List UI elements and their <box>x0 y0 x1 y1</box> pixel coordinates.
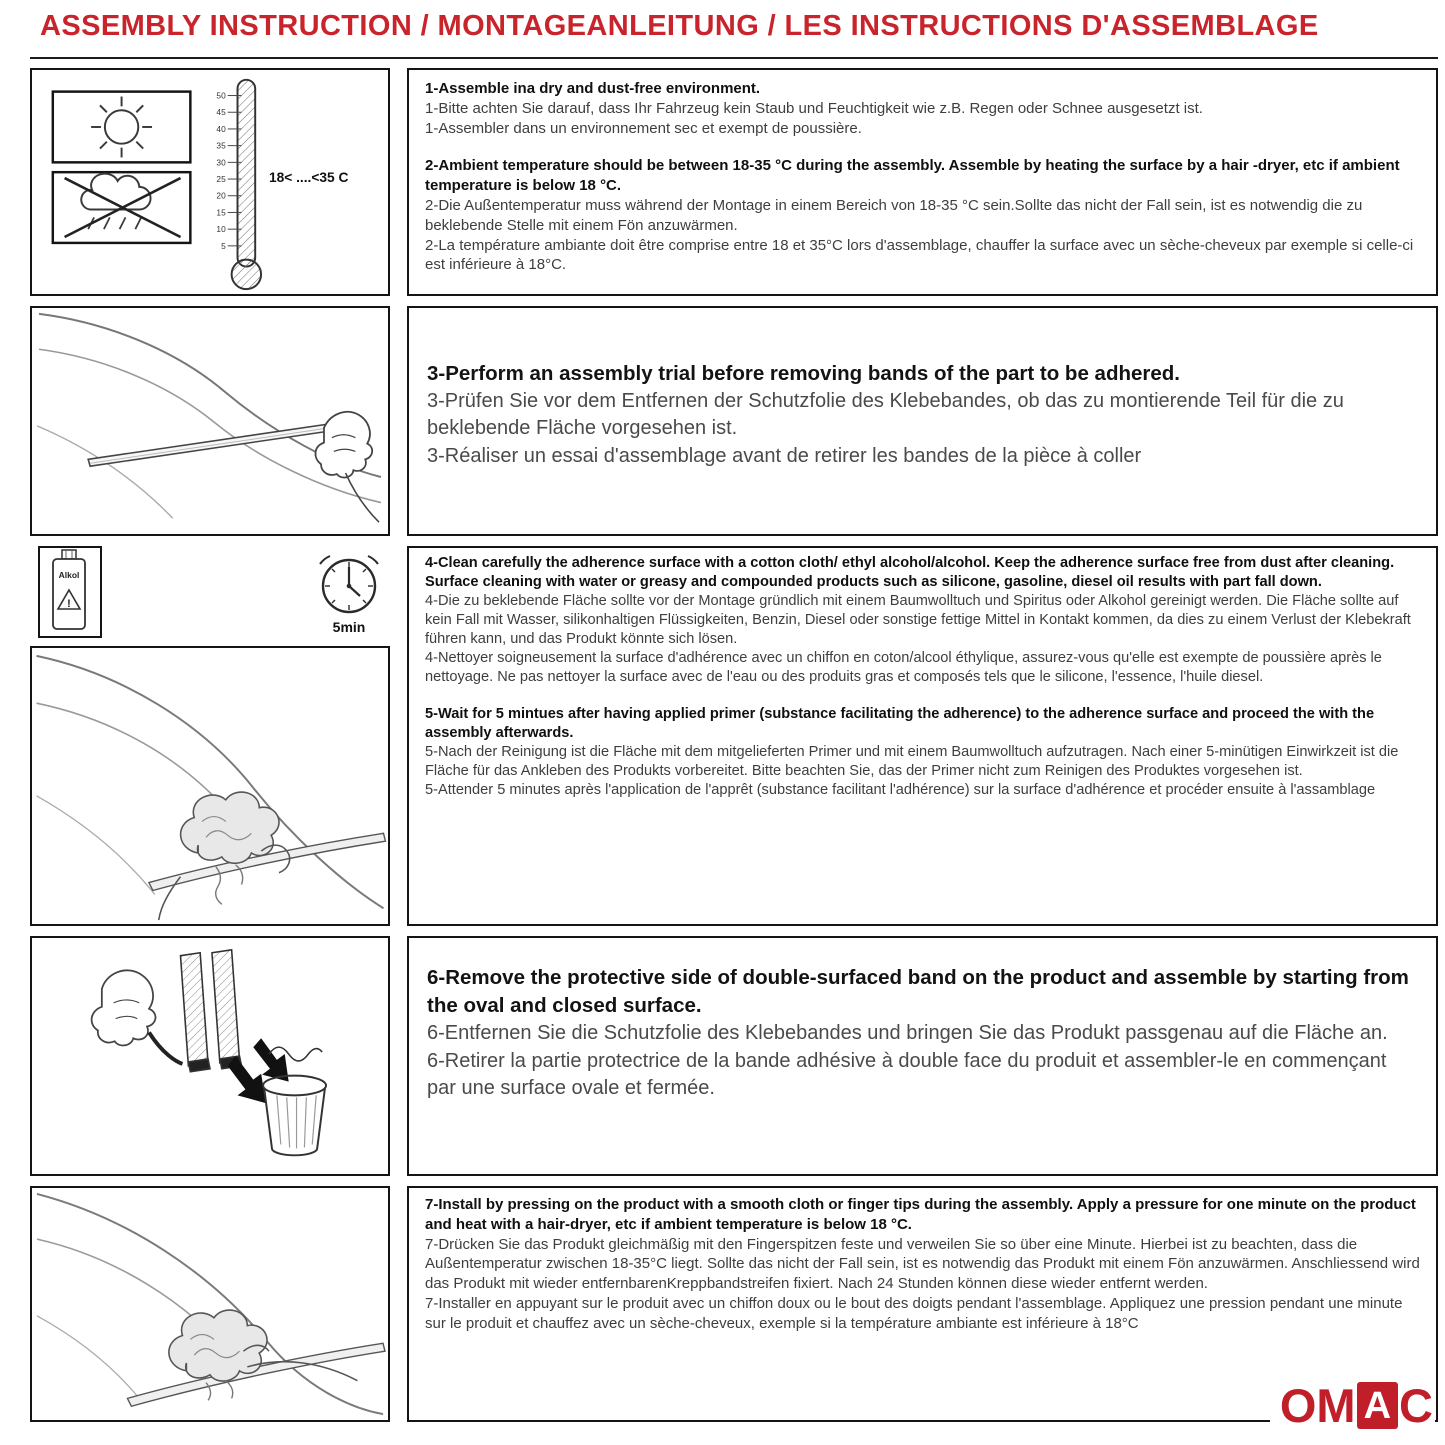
step-6-de: 6-Entfernen Sie die Schutzfolie des Klebebandes und bringen Sie das Produkt passgenau auf die Fläche an. <box>427 1022 1388 1045</box>
clean-surface-illustration <box>32 648 388 924</box>
step-2-de: 2-Die Außentemperatur muss während der Montage in einem Bereich von 18-35 °C sein.Sollte das nicht der Fall sein, ist es notwendig die zu beklebende Stelle mit einem Fön anzuwärmen. <box>425 196 1363 234</box>
alcohol-label: Alkol <box>58 570 80 580</box>
adhesive-strips <box>181 950 242 1072</box>
figure-alcohol-bottle <box>38 546 102 638</box>
step-1-fr: 1-Assembler dans un environnement sec et exempt de poussière. <box>425 119 862 137</box>
figure-press-product <box>30 1186 390 1422</box>
thermometer-tick: 15 <box>216 207 226 218</box>
step-2-en: 2-Ambient temperature should be between 18-35 °C during the assembly. Assemble by heating the surface by a hair -dryer, etc if ambient temperature is below 18 °C. <box>425 157 1400 195</box>
figure-clean-surface <box>30 646 390 926</box>
thermometer-tick: 5 <box>221 240 226 251</box>
thermometer-tick: 25 <box>216 174 226 184</box>
step-6-fr: 6-Retirer la partie protectrice de la bande adhésive à double face du produit et assembler-le en commençant par une surface ovale et fermée. <box>427 1049 1387 1099</box>
svg-text:!: ! <box>67 598 71 610</box>
panel-steps-1-2 <box>407 68 1438 296</box>
step-7-en: 7-Install by pressing on the product with a smooth cloth or finger tips during the assembly. Apply a pressure for one minute on the product and heat with a hair-dryer, etc if ambient temperature is below 18 °C. <box>425 1196 1416 1233</box>
assembly-trial-illustration <box>32 308 388 534</box>
step-5-de: 5-Nach der Reinigung ist die Fläche mit dem mitgelieferten Primer und mit einem Baumwolltuch aufzutragen. Nach einer 5-minütigen Einwirkzeit ist die Fläche für das Ankleben des Produkts vorbereitet. Bitte beachten Sie, das der Primer nicht zum Reinigen des Produktes vorgesehen ist. <box>425 743 1399 779</box>
step-7-fr: 7-Installer en appuyant sur le produit avec un chiffon doux ou le bout des doigts pendant l'assemblage. Appliquez une pression pendant une minute sur le produit et chauffez avec un sèche-cheveux, exemple si la température ambiante est inférieure à 18°C <box>425 1294 1403 1332</box>
press-product-illustration <box>32 1188 388 1420</box>
figure-assembly-trial <box>30 306 390 536</box>
thermometer-tick: 35 <box>216 140 226 151</box>
step-1-en: 1-Assemble ina dry and dust-free environment. <box>425 80 761 97</box>
step-6-en: 6-Remove the protective side of double-surfaced band on the product and assemble by starting from the oval and closed surface. <box>427 966 1409 1018</box>
clock-icon <box>320 556 378 612</box>
peeled-backing <box>149 1032 182 1063</box>
alcohol-bottle-illustration <box>40 548 100 636</box>
alcohol-bottle-icon <box>53 550 85 629</box>
thermometer-tick: 50 <box>216 90 226 101</box>
figure-wait-clock <box>310 552 388 638</box>
step-1-de: 1-Bitte achten Sie darauf, dass Ihr Fahrzeug kein Staub und Feuchtigkeit wie z.B. Regen oder Schnee ausgesetzt ist. <box>425 99 1203 117</box>
step-3-fr: 3-Réaliser un essai d'assemblage avant de retirer les bandes de la pièce à coller <box>427 444 1142 467</box>
hand-icon <box>92 970 156 1045</box>
title-divider <box>30 57 1438 59</box>
remove-band-illustration <box>32 938 388 1174</box>
page-title: ASSEMBLY INSTRUCTION / MONTAGEANLEITUNG / LES INSTRUCTIONS D'ASSEMBLAGE <box>40 10 1319 42</box>
thermometer-tick: 20 <box>216 190 226 201</box>
thermometer-tick: 30 <box>216 157 226 168</box>
step-5-en: 5-Wait for 5 mintues after having applied primer (substance facilitating the adherence) to the adherence surface and proceed the with the assembly afterwards. <box>425 705 1375 741</box>
step-3-en: 3-Perform an assembly trial before removing bands of the part to be adhered. <box>427 362 1180 385</box>
temperature-range-label: 18< ....<35 C <box>268 170 349 185</box>
sun-icon <box>53 92 191 163</box>
logo-letters-om: OM <box>1279 1379 1356 1432</box>
clock-illustration <box>310 552 388 638</box>
logo-letter-a: A <box>1357 1382 1398 1429</box>
logo-letter-c: C <box>1399 1379 1433 1432</box>
no-rain-icon <box>53 172 191 243</box>
environment-temperature-illustration <box>32 70 388 294</box>
figure-environment-temperature <box>30 68 390 296</box>
step-4-de: 4-Die zu beklebende Fläche sollte vor der Montage gründlich mit einem Baumwolltuch und Spiritus oder Alkohol gereinigt werden. Die Fläche sollte auf kein Fall mit Wasser, silikonhaltigen Flüssigkeiten, Benzin, Diesel oder sonstige fettige Mittel in Kontakt kommen, da dies zu einem Verlust der Klebekraft führen kann, und das Produkt könnte sich lösen. <box>425 592 1411 647</box>
step-3-de: 3-Prüfen Sie vor dem Entfernen der Schutzfolie des Klebebandes, ob das zu montierende Teil für die zu beklebende Fläche vorgesehen ist. <box>427 390 1344 440</box>
wait-time-label: 5min <box>332 619 366 635</box>
panel-steps-4-5 <box>407 546 1438 926</box>
step-7-de: 7-Drücken Sie das Produkt gleichmäßig mit den Fingerspitzen feste und verweilen Sie so über eine Minute. Hierbei ist zu beachten, dass die Außentemperatur zwischen 18-35°C liegt. Sollte das nicht der Fall sein, ist es notwendig das Produkt mit einem Fön anzuwärmen. Anschliessend wird das Produkt mit wieder entfernbarenKreppbandstreifen fixiert. Nach 24 Stunden können diese wieder entfernt werden. <box>425 1235 1420 1293</box>
step-5-fr: 5-Attender 5 minutes après l'application de l'apprêt (substance facilitant l'adhérence) sur la surface d'adhérence et procéder ensuite à l'assamblage <box>425 781 1376 798</box>
hand-icon <box>315 412 379 522</box>
panel-step-3 <box>407 306 1438 536</box>
step-4-en: 4-Clean carefully the adherence surface with a cotton cloth/ ethyl alcohol/alcohol. Keep the adherence surface free from dust after cleaning. Surface cleaning with water or greasy and compounded products such as silicone, gasoline, diesel oil results with part fall down. <box>425 555 1395 590</box>
omac-logo <box>1270 1379 1435 1432</box>
figure-remove-protective-band <box>30 936 390 1176</box>
step-2-fr: 2-La température ambiante doit être comprise entre 18 et 35°C lors d'assemblage, chauffer la surface avec un sèche-cheveux par exemple si celle-ci est inférieure à 18°C. <box>425 236 1414 274</box>
panel-step-6 <box>407 936 1438 1176</box>
thermometer-tick: 40 <box>216 123 226 134</box>
step-4-fr: 4-Nettoyer soigneusement la surface d'adhérence avec un chiffon en coton/alcool éthylique, assurez-vous qu'elle est exempte de poussière après le nettoyage. Ne pas nettoyer la surface avec de l'eau ou des produits gras et composés tels que le silicone, l'essence, l'huile diesel. <box>425 649 1382 685</box>
thermometer-tick: 45 <box>216 107 226 118</box>
thermometer-tick: 10 <box>216 224 226 235</box>
thermometer-icon <box>216 80 348 289</box>
